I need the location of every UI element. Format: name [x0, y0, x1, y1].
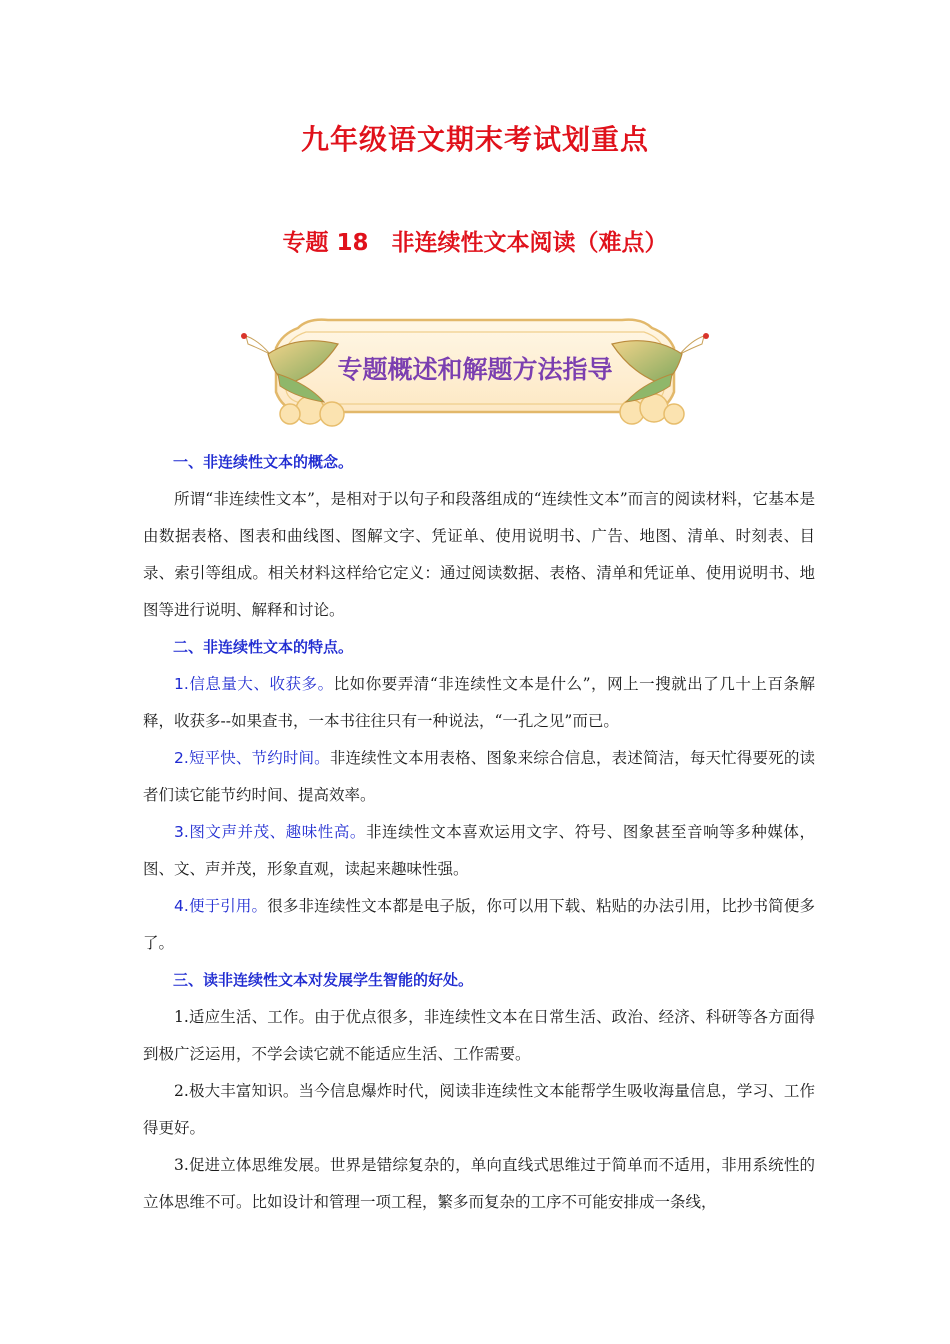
feature-item	[143, 666, 815, 740]
section-heading-3: 三、读非连续性文本对发展学生智能的好处。	[173, 971, 474, 989]
feature-item	[143, 814, 815, 888]
section-heading-1: 一、非连续性文本的概念。	[173, 453, 354, 471]
banner-title: 专题概述和解题方法指导	[337, 355, 613, 384]
feature-text: 非连续性文本用表格、图象来综合信息，表述简洁，每天忙得要死的读者们读它能节约时间、提高效率。	[143, 749, 815, 804]
feature-lead: 3.图文声并茂、趣味性高。	[174, 823, 366, 841]
benefit-item: 3.促进立体思维发展。世界是错综复杂的，单向直线式思维过于简单而不适用，非用系统性的立体思维不可。比如设计和管理一项工程，繁多而复杂的工序不可能安排成一条线，	[143, 1156, 815, 1211]
feature-item	[143, 888, 815, 962]
feature-lead: 1.信息量大、收获多。	[174, 675, 334, 693]
document-title: 九年级语文期末考试划重点	[300, 123, 649, 156]
feature-item	[143, 740, 815, 814]
topic-subtitle: 专题 18 非连续性文本阅读（难点）	[282, 230, 668, 256]
feature-text: 比如你要弄清“非连续性文本是什么”，网上一搜就出了几十上百条解释，收获多--如果查书，一本书往往只有一种说法，“一孔之见”而已。	[143, 675, 815, 730]
document-body	[143, 444, 815, 1221]
feature-lead: 2.短平快、节约时间。	[174, 749, 330, 767]
benefit-item: 1.适应生活、工作。由于优点很多，非连续性文本在日常生活、政治、经济、科研等各方面得到极广泛运用，不学会读它就不能适应生活、工作需要。	[143, 1008, 815, 1063]
feature-text: 很多非连续性文本都是电子版，你可以用下载、粘贴的办法引用，比抄书简便多了。	[143, 897, 815, 952]
section-banner	[228, 314, 722, 434]
feature-text: 非连续性文本喜欢运用文字、符号、图象甚至音响等多种媒体，图、文、声并茂，形象直观，读起来趣味性强。	[143, 823, 815, 878]
paragraph: 所谓“非连续性文本”，是相对于以句子和段落组成的“连续性文本”而言的阅读材料，它基本是由数据表格、图表和曲线图、图解文字、凭证单、使用说明书、广告、地图、清单、时刻表、目录、索引等组成。相关材料这样给它定义：通过阅读数据、表格、清单和凭证单、使用说明书、地图等进行说明、解释和讨论。	[143, 490, 815, 619]
feature-lead: 4.便于引用。	[174, 897, 268, 915]
benefit-item: 2.极大丰富知识。当今信息爆炸时代，阅读非连续性文本能帮学生吸收海量信息，学习、工作得更好。	[143, 1082, 815, 1137]
section-heading-2: 二、非连续性文本的特点。	[173, 638, 354, 656]
